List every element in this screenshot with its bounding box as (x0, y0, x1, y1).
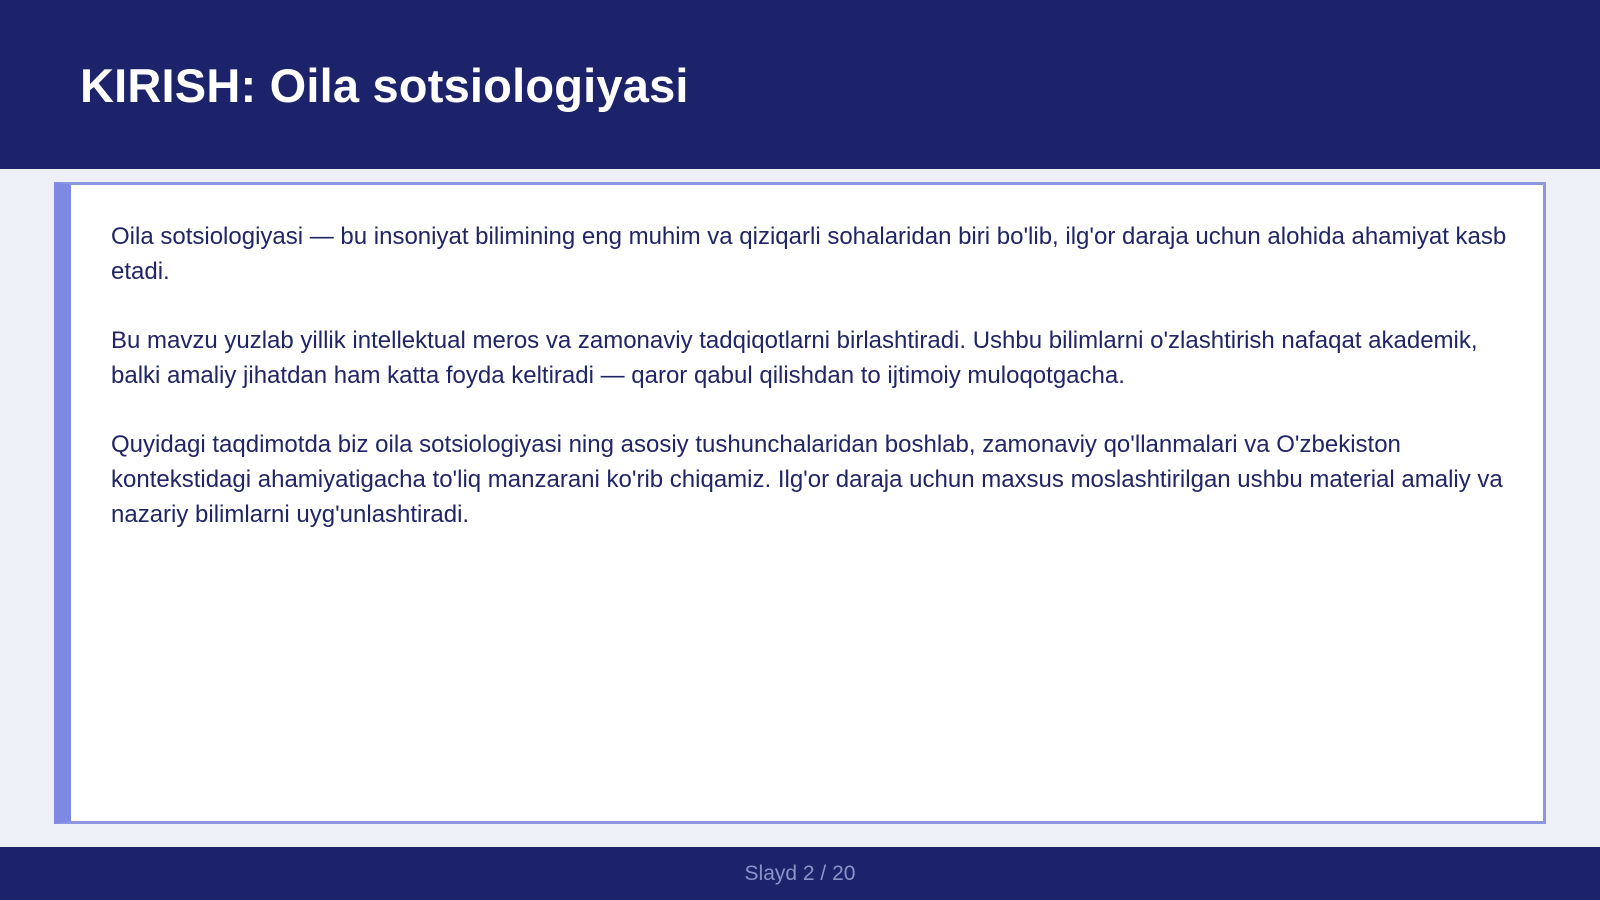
slide-title: KIRISH: Oila sotsiologiyasi (80, 59, 689, 112)
paragraph-intro: Oila sotsiologiyasi — bu insoniyat bilimining eng muhim va qiziqarli sohalaridan biri bo'lib, ilg'or daraja uchun alohida ahamiyat kasb etadi. (111, 223, 1507, 285)
paragraph-heritage: Bu mavzu yuzlab yillik intellektual meros va zamonaviy tadqiqotlarni birlashtiradi. Ushbu bilimlarni o'zlashtirish nafaqat akademik, balki amaliy jihatdan ham katta foyda keltiradi — qaror qabul qilishdan to ijtimoiy muloqotgacha. (111, 327, 1478, 389)
content-box (54, 182, 1546, 824)
slide-header (0, 0, 1600, 169)
slide-number: Slayd 2 / 20 (744, 862, 856, 885)
paragraph-overview: Quyidagi taqdimotda biz oila sotsiologiyasi ning asosiy tushunchalaridan boshlab, zamonaviy qo'llanmalari va O'zbekiston kontekstidagi ahamiyatigacha to'liq manzarani ko'rib chiqamiz. Ilg'or daraja uchun maxsus moslashtirilgan ushbu material amaliy va nazariy bilimlarni uyg'unlashtiradi. (111, 431, 1503, 528)
slide-footer (0, 847, 1600, 900)
